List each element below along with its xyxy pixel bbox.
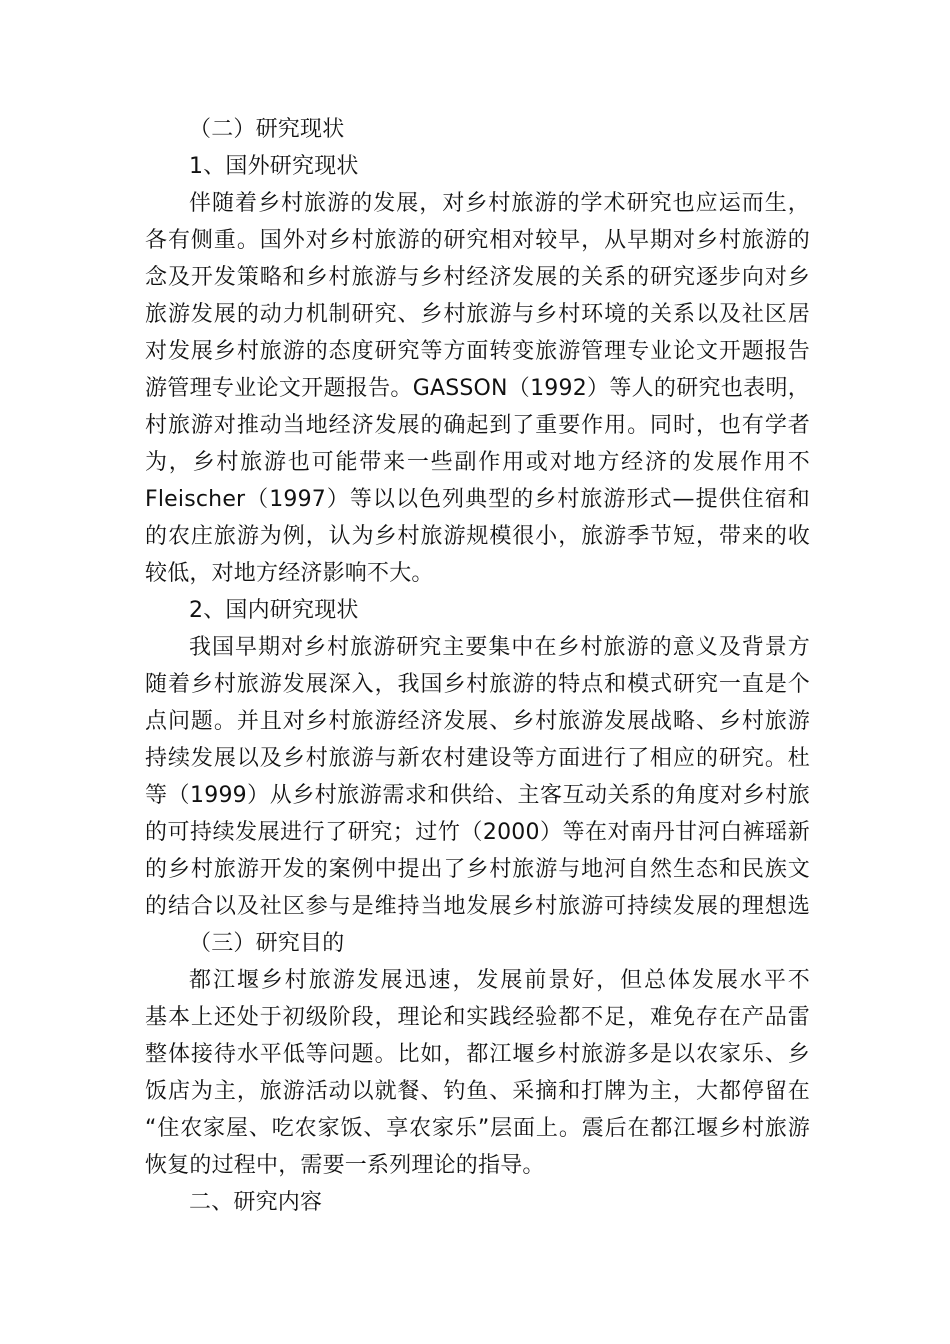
- paragraph-line: 的结合以及社区参与是维持当地发展乡村旅游可持续发展的理想选: [145, 894, 810, 919]
- paragraph-line: 都江堰乡村旅游发展迅速，发展前景好，但总体发展水平不: [189, 968, 810, 993]
- paragraph-line: 念及开发策略和乡村旅游与乡村经济发展的关系的研究逐步向对乡: [145, 265, 810, 290]
- paragraph-line: 旅游发展的动力机制研究、乡村旅游与乡村环境的关系以及社区居: [145, 302, 810, 327]
- paragraph-line: 等（1999）从乡村旅游需求和供给、主客互动关系的角度对乡村旅: [145, 783, 810, 808]
- paragraph-line: 村旅游对推动当地经济发展的确起到了重要作用。同时，也有学者: [145, 413, 810, 438]
- paragraph-line: Fleischer（1997）等以以色列典型的乡村旅游形式—提供住宿和: [145, 487, 810, 512]
- paragraph-line: 整体接待水平低等问题。比如，都江堰乡村旅游多是以农家乐、乡: [145, 1042, 810, 1067]
- paragraph-line: 为，乡村旅游也可能带来一些副作用或对地方经济的发展作用不: [145, 450, 810, 475]
- paragraph-line: “住农家屋、吃农家饭、享农家乐”层面上。震后在都江堰乡村旅游: [145, 1116, 810, 1141]
- paragraph-line: 点问题。并且对乡村旅游经济发展、乡村旅游发展战略、乡村旅游: [145, 709, 810, 734]
- paragraph-line: 的可持续发展进行了研究；过竹（2000）等在对南丹甘河白裤瑶新: [145, 820, 810, 845]
- section-heading-research-status: （二）研究现状: [189, 117, 345, 142]
- paragraph-foreign-research: [145, 185, 810, 592]
- paragraph-line: 我国早期对乡村旅游研究主要集中在乡村旅游的意义及背景方: [189, 635, 810, 660]
- subheading-foreign-research: 1、国外研究现状: [189, 154, 359, 179]
- document-page: [145, 111, 810, 1221]
- paragraph-line: 的乡村旅游开发的案例中提出了乡村旅游与地河自然生态和民族文: [145, 857, 810, 882]
- paragraph-research-purpose: [145, 962, 810, 1184]
- paragraph-line: 的农庄旅游为例，认为乡村旅游规模很小，旅游季节短，带来的收: [145, 524, 810, 549]
- paragraph-line: 较低，对地方经济影响不大。: [145, 561, 434, 586]
- paragraph-line: 各有侧重。国外对乡村旅游的研究相对较早，从早期对乡村旅游的: [145, 228, 810, 253]
- paragraph-line: 随着乡村旅游发展深入，我国乡村旅游的特点和模式研究一直是个: [145, 672, 810, 697]
- paragraph-line: 持续发展以及乡村旅游与新农村建设等方面进行了相应的研究。杜: [145, 746, 810, 771]
- paragraph-line: 伴随着乡村旅游的发展，对乡村旅游的学术研究也应运而生，: [189, 191, 810, 216]
- paragraph-line: 恢复的过程中，需要一系列理论的指导。: [145, 1153, 545, 1178]
- subheading-domestic-research: 2、国内研究现状: [189, 598, 359, 623]
- paragraph-line: 饭店为主，旅游活动以就餐、钓鱼、采摘和打牌为主，大都停留在: [145, 1079, 810, 1104]
- paragraph-domestic-research: [145, 629, 810, 925]
- paragraph-line: 基本上还处于初级阶段，理论和实践经验都不足，难免存在产品雷: [145, 1005, 810, 1030]
- paragraph-line: 游管理专业论文开题报告。GASSON（1992）等人的研究也表明，: [145, 376, 810, 401]
- section-heading-research-purpose: （三）研究目的: [189, 931, 345, 956]
- paragraph-line: 对发展乡村旅游的态度研究等方面转变旅游管理专业论文开题报告: [145, 339, 810, 364]
- section-heading-research-content: 二、研究内容: [189, 1190, 323, 1215]
